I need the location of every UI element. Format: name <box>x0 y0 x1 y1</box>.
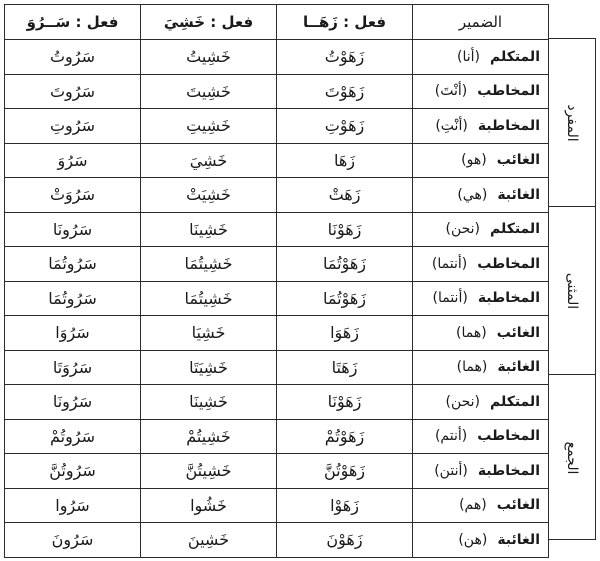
cell-pronoun <box>413 385 549 420</box>
table-row <box>5 454 549 489</box>
cell-sarua: سَرُوَ <box>5 143 141 178</box>
cell-zaha: زَهَوْا <box>277 488 413 523</box>
cell-khashiya: خَشِيتُنَّ <box>141 454 277 489</box>
cell-zaha: زَهَوْتُمَا <box>277 281 413 316</box>
cell-zaha: زَهَا <box>277 143 413 178</box>
person-label: المخاطبة <box>477 290 540 307</box>
table-row <box>5 281 549 316</box>
table-row <box>5 488 549 523</box>
cell-sarua: سَرُوَا <box>5 316 141 351</box>
cell-khashiya: خَشِيتِ <box>141 109 277 144</box>
person-label: الغائبة <box>497 531 540 548</box>
group-plural <box>548 374 595 541</box>
pronoun-label: (هما) <box>456 359 488 376</box>
cell-zaha: زَهَوْتُمَا <box>277 247 413 282</box>
cell-sarua: سَرُوتَ <box>5 74 141 109</box>
person-label: الغائب <box>496 324 540 341</box>
table-row <box>5 143 549 178</box>
pronoun-label: (أنتما) <box>431 255 468 272</box>
conjugation-table <box>4 4 549 558</box>
person-label: الغائبة <box>497 359 540 376</box>
group-label-singular: المفرد <box>563 103 580 142</box>
cell-pronoun <box>413 178 549 213</box>
cell-zaha: زَهَوْنَا <box>277 212 413 247</box>
header-pronoun: الضمير <box>413 5 549 40</box>
cell-sarua: سَرُوتُمَا <box>5 247 141 282</box>
cell-khashiya: خَشِينَ <box>141 523 277 558</box>
cell-pronoun <box>413 350 549 385</box>
cell-pronoun <box>413 74 549 109</box>
person-label: المتكلم <box>490 393 540 410</box>
cell-sarua: سَرُوتُمْ <box>5 419 141 454</box>
pronoun-label: (أنتما) <box>432 290 468 307</box>
cell-sarua: سَرُوتُمَا <box>5 281 141 316</box>
pronoun-label: (أنْتَ) <box>434 83 468 100</box>
person-label: المخاطب <box>477 428 540 445</box>
cell-sarua: سَرُوتُ <box>5 40 141 75</box>
group-label-dual: المثنى <box>563 272 580 309</box>
table-row <box>5 178 549 213</box>
group-singular <box>548 39 595 206</box>
number-groups <box>548 38 596 540</box>
cell-pronoun <box>413 419 549 454</box>
pronoun-label: (أنتن) <box>434 462 468 479</box>
cell-khashiya: خَشِيتُمَا <box>141 281 277 316</box>
cell-khashiya: خَشُوا <box>141 488 277 523</box>
cell-pronoun <box>413 316 549 351</box>
cell-zaha: زَهَوَا <box>277 316 413 351</box>
pronoun-label: (أنتم) <box>434 428 468 445</box>
table-row <box>5 247 549 282</box>
cell-sarua: سَرُوتِ <box>5 109 141 144</box>
person-label: المتكلم <box>490 221 540 238</box>
cell-zaha: زَهَوْتِ <box>277 109 413 144</box>
table-row <box>5 40 549 75</box>
pronoun-label: (أنْتِ) <box>435 117 468 134</box>
pronoun-label: (هي) <box>457 186 488 203</box>
cell-pronoun <box>413 281 549 316</box>
table-row <box>5 419 549 454</box>
cell-zaha: زَهَوْتُنَّ <box>277 454 413 489</box>
cell-zaha: زَهَوْنَ <box>277 523 413 558</box>
header-khashiya: فعل : خَشِيَ <box>141 5 277 40</box>
person-label: المخاطبة <box>477 117 540 134</box>
pronoun-label: (أنا) <box>457 48 480 65</box>
group-label-plural: الجمع <box>563 441 580 475</box>
cell-khashiya: خَشِيَا <box>141 316 277 351</box>
cell-zaha: زَهَتْ <box>277 178 413 213</box>
cell-sarua: سَرُونَا <box>5 212 141 247</box>
table-body <box>5 40 549 558</box>
table-row <box>5 385 549 420</box>
cell-pronoun <box>413 109 549 144</box>
cell-khashiya: خَشِيتُ <box>141 40 277 75</box>
pronoun-label: (هو) <box>461 152 487 169</box>
pronoun-label: (هم) <box>459 497 487 514</box>
person-label: المخاطب <box>477 83 540 100</box>
cell-khashiya: خَشِينَا <box>141 212 277 247</box>
cell-pronoun <box>413 212 549 247</box>
table-row <box>5 523 549 558</box>
header-zaha: فعل : زَهَــا <box>277 5 413 40</box>
cell-pronoun <box>413 488 549 523</box>
cell-pronoun <box>413 523 549 558</box>
cell-sarua: سَرُونَ <box>5 523 141 558</box>
pronoun-label: (نحن) <box>445 393 480 410</box>
person-label: الغائب <box>496 497 540 514</box>
conjugation-sheet <box>4 4 596 557</box>
table-row <box>5 74 549 109</box>
cell-sarua: سَرُوتُنَّ <box>5 454 141 489</box>
cell-khashiya: خَشِينَا <box>141 385 277 420</box>
cell-pronoun <box>413 454 549 489</box>
table-row <box>5 316 549 351</box>
cell-sarua: سَرُوا <box>5 488 141 523</box>
cell-khashiya: خَشِيَ <box>141 143 277 178</box>
cell-zaha: زَهَتَا <box>277 350 413 385</box>
person-label: المخاطب <box>477 255 540 272</box>
person-label: المخاطبة <box>477 462 540 479</box>
cell-khashiya: خَشِيَتْ <box>141 178 277 213</box>
header-sarua: فعل : سَــرُوَ <box>5 5 141 40</box>
cell-sarua: سَرُوَتْ <box>5 178 141 213</box>
person-label: الغائب <box>496 152 540 169</box>
group-dual <box>548 206 595 374</box>
cell-khashiya: خَشِيتَ <box>141 74 277 109</box>
pronoun-label: (هما) <box>456 324 487 341</box>
cell-zaha: زَهَوْتُ <box>277 40 413 75</box>
table-row <box>5 212 549 247</box>
cell-zaha: زَهَوْتُمْ <box>277 419 413 454</box>
person-label: المتكلم <box>490 48 540 65</box>
cell-khashiya: خَشِيَتَا <box>141 350 277 385</box>
cell-zaha: زَهَوْنَا <box>277 385 413 420</box>
cell-sarua: سَرُونَا <box>5 385 141 420</box>
table-row <box>5 350 549 385</box>
cell-pronoun <box>413 247 549 282</box>
cell-sarua: سَرُوَتَا <box>5 350 141 385</box>
cell-pronoun <box>413 40 549 75</box>
pronoun-label: (نحن) <box>445 221 480 238</box>
table-row <box>5 109 549 144</box>
person-label: الغائبة <box>497 186 540 203</box>
pronoun-label: (هن) <box>458 531 488 548</box>
cell-pronoun <box>413 143 549 178</box>
cell-khashiya: خَشِيتُمْ <box>141 419 277 454</box>
cell-khashiya: خَشِيتُمَا <box>141 247 277 282</box>
header-row <box>5 5 549 40</box>
cell-zaha: زَهَوْتَ <box>277 74 413 109</box>
